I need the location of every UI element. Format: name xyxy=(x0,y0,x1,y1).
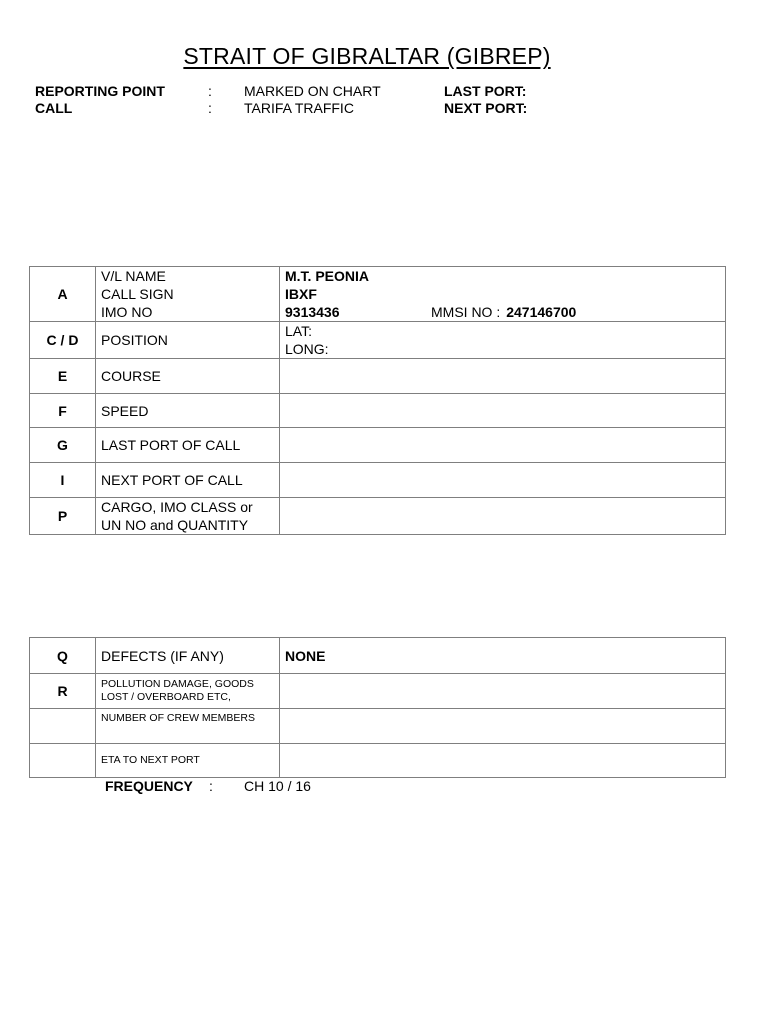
code-a: A xyxy=(30,267,96,322)
course-label: COURSE xyxy=(96,359,280,394)
vessel-name-value: M.T. PEONIA xyxy=(285,268,370,284)
eta-field[interactable] xyxy=(280,744,726,778)
imo-no-label: IMO NO xyxy=(101,304,153,320)
crew-members-field[interactable] xyxy=(280,709,726,744)
reporting-point-value: MARKED ON CHART xyxy=(244,83,381,99)
eta-label-cell xyxy=(96,744,280,778)
report-table-main xyxy=(29,266,726,535)
call-value: TARIFA TRAFFIC xyxy=(244,100,354,116)
call-separator: : xyxy=(208,100,212,116)
imo-no-value: 9313436 xyxy=(285,304,340,320)
code-p: P xyxy=(30,498,96,535)
call-sign-label: CALL SIGN xyxy=(101,286,174,302)
table-row-a xyxy=(30,267,726,322)
cargo-label-line-2: UN NO and QUANTITY xyxy=(101,517,249,533)
crew-members-label-cell xyxy=(96,709,280,744)
vl-name-label: V/L NAME xyxy=(101,268,166,284)
table-row-r xyxy=(30,674,726,709)
long-label: LONG: xyxy=(285,341,329,357)
next-port-of-call-label: NEXT PORT OF CALL xyxy=(96,463,280,498)
pollution-label-cell xyxy=(96,674,280,709)
call-sign-value: IBXF xyxy=(285,286,317,302)
page-title: STRAIT OF GIBRALTAR (GIBREP) xyxy=(183,43,551,69)
cargo-label-line-1: CARGO, IMO CLASS or xyxy=(101,499,253,515)
cargo-label-cell xyxy=(96,498,280,535)
table-row-p xyxy=(30,498,726,535)
pollution-label-line-2: LOST / OVERBOARD ETC, xyxy=(101,691,231,703)
reporting-point-label: REPORTING POINT xyxy=(35,83,165,99)
frequency-label: FREQUENCY xyxy=(105,778,193,794)
next-port-of-call-field[interactable] xyxy=(280,463,726,498)
position-label: POSITION xyxy=(96,322,280,359)
report-table-secondary xyxy=(29,637,726,778)
speed-value-field[interactable] xyxy=(280,394,726,428)
defects-label: DEFECTS (IF ANY) xyxy=(96,638,280,674)
last-port-of-call-field[interactable] xyxy=(280,428,726,463)
call-label: CALL xyxy=(35,100,73,116)
pollution-label-line-1: POLLUTION DAMAGE, GOODS xyxy=(101,678,254,690)
code-cd: C / D xyxy=(30,322,96,359)
table-row-crew xyxy=(30,709,726,744)
code-q: Q xyxy=(30,638,96,674)
course-value-field[interactable] xyxy=(280,359,726,394)
code-eta xyxy=(30,744,96,778)
frequency-separator: : xyxy=(209,778,213,794)
imo-mmsi-row xyxy=(285,303,720,321)
frequency-value: CH 10 / 16 xyxy=(244,778,311,794)
eta-label: ETA TO NEXT PORT xyxy=(101,754,200,766)
position-value-cell[interactable] xyxy=(280,322,726,359)
vessel-values-cell[interactable] xyxy=(280,267,726,322)
mmsi-label: MMSI NO : xyxy=(431,304,501,320)
cargo-value-field[interactable] xyxy=(280,498,726,535)
mmsi-value: 247146700 xyxy=(506,304,577,320)
next-port-label: NEXT PORT: xyxy=(444,100,528,116)
vessel-labels-cell xyxy=(96,267,280,322)
speed-label: SPEED xyxy=(96,394,280,428)
lat-label: LAT: xyxy=(285,323,312,339)
pollution-value-field[interactable] xyxy=(280,674,726,709)
last-port-of-call-label: LAST PORT OF CALL xyxy=(96,428,280,463)
table-row-q xyxy=(30,638,726,674)
table-row-cd xyxy=(30,322,726,359)
defects-value[interactable]: NONE xyxy=(280,638,726,674)
table-row-e xyxy=(30,359,726,394)
code-f: F xyxy=(30,394,96,428)
code-r: R xyxy=(30,674,96,709)
code-crew xyxy=(30,709,96,744)
table-row-f xyxy=(30,394,726,428)
code-e: E xyxy=(30,359,96,394)
table-row-g xyxy=(30,428,726,463)
table-row-i xyxy=(30,463,726,498)
code-g: G xyxy=(30,428,96,463)
crew-members-label: NUMBER OF CREW MEMBERS xyxy=(101,712,256,724)
reporting-point-separator: : xyxy=(208,83,212,99)
last-port-label: LAST PORT: xyxy=(444,83,527,99)
code-i: I xyxy=(30,463,96,498)
table-row-eta xyxy=(30,744,726,778)
